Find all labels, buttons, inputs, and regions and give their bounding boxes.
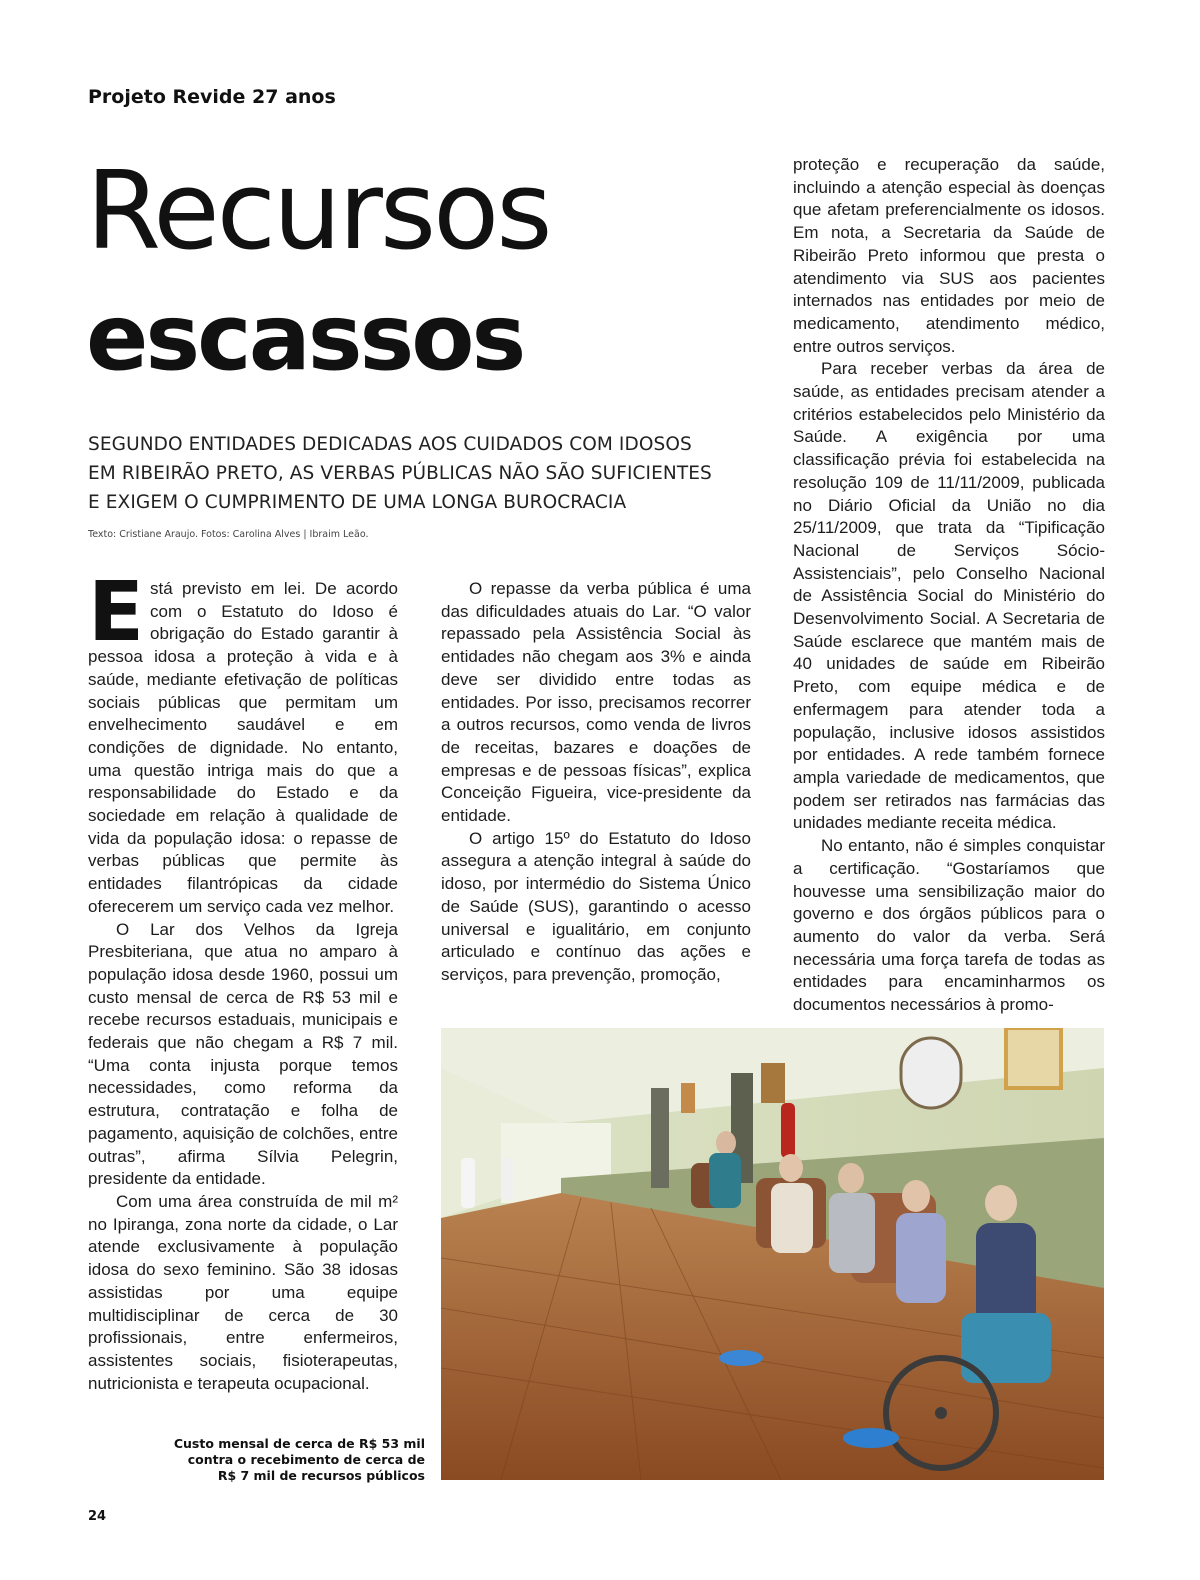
subtitle-line: E EXIGEM O CUMPRIMENTO DE UMA LONGA BUROCRACIA [88,492,627,513]
paragraph: proteção e recuperação da saúde, incluindo a atenção especial às doenças que afetam preferencialmente os idosos. Em nota, a Secretaria da Saúde de Ribeirão Preto informou que presta o atendimento via SUS aos pacientes internados nas entidades por meio de medicamento, atendimento médico, entre outros serviços. [793,155,1105,356]
photo-corridor-illustration [441,1028,1104,1480]
credits: Texto: Cristiane Araujo. Fotos: Carolina Alves | Ibraim Leão. [88,529,369,540]
caption-line: R$ 7 mil de recursos públicos [217,1468,425,1483]
page-number: 24 [88,1509,107,1524]
subtitle-line: EM RIBEIRÃO PRETO, AS VERBAS PÚBLICAS NÃO SÃO SUFICIENTES [88,463,712,484]
article-column-3 [793,154,1105,1017]
article-column-2 [441,578,751,987]
paragraph [88,565,398,919]
paragraph: Com uma área construída de mil m² no Ipiranga, zona norte da cidade, o Lar atende exclusivamente à população idosa do sexo feminino. São 38 idosas assistidas por uma equipe multidisciplinar de cerca de 30 profissionais, entre enfermeiros, assistentes sociais, fisioterapeutas, nutricionista e terapeuta ocupacional. [88,1191,398,1393]
caption-line: contra o recebimento de cerca de [187,1452,425,1467]
article-column-1 [88,565,398,1395]
article-photo [441,1028,1104,1480]
headline-line-1: Recursos [86,149,550,274]
paragraph: O repasse da verba pública é uma das dificuldades atuais do Lar. “O valor repassado pela Assistência Social às entidades não chegam aos 3% e ainda deve ser dividido entre todas as entidades. Por isso, precisamos recorrer a outros recursos, como venda de livros de receitas, bazares e doações de empresas e de pessoas físicas”, explica Conceição Figueira, vice-presidente da entidade. [441,579,751,826]
caption-line: Custo mensal de cerca de R$ 53 mil [173,1436,425,1451]
paragraph: O Lar dos Velhos da Igreja Presbiteriana, que atua no amparo à população idosa desde 1960, possui um custo mensal de cerca de R$ 53 mil e recebe recursos estaduais, municipais e federais que não chegam a R$ 7 mil. “Uma conta injusta porque temos necessidades, como reforma da estrutura, contratação e folha de pagamento, aquisição de colchões, entre outras”, afirma Sílvia Pelegrin, presidente da entidade. [88,919,398,1189]
headline-line-2: escassos [86,284,524,391]
subtitle [88,430,748,517]
section-kicker: Projeto Revide 27 anos [88,86,336,108]
paragraph: Para receber verbas da área de saúde, as entidades precisam atender a critérios estabelecidos pelo Ministério da Saúde. A exigência por uma classificação prévia foi estabelecida na resolução 109 de 11/11/2009, publicada no Diário Oficial da União no dia 25/11/2009, que trata da “Tipificação Nacional de Serviços Sócio-Assistenciais”, pelo Conselho Nacional de Assistência Social do Ministério do Desenvolvimento Social. A Secretaria de Saúde esclarece que mantém mais de 40 unidades de saúde em Ribeirão Preto, com equipe médica e de enfermagem para atender toda a população, inclusive idosos assistidos por entidades. A rede também fornece ampla variedade de medicamentos, que podem ser retirados nas farmácias das unidades mediante receita médica. [793,359,1105,833]
photo-caption [150,1436,425,1484]
paragraph: O artigo 15º do Estatuto do Idoso assegura a atenção integral à saúde do idoso, por intermédio do Sistema Único de Saúde (SUS), garantindo o acesso universal e igualitário, em conjunto articulado e contínuo das ações e serviços, para prevenção, promoção, [441,828,751,984]
subtitle-line: SEGUNDO ENTIDADES DEDICADAS AOS CUIDADOS COM IDOSOS [88,434,692,455]
paragraph-text: stá previsto em lei. De acordo com o Estatuto do Idoso é obrigação do Estado garantir à pessoa idosa a proteção à vida e à saúde, mediante efetivação de políticas sociais públicas que permitam um envelhecimento saudável e em condições de dignidade. No entanto, uma questão intriga mais do que a responsabilidade do Estado e da sociedade em relação à qualidade de vida da população idosa: o repasse de verbas públicas que permite às entidades filantrópicas da cidade oferecerem um serviço cada vez melhor. [88,579,398,916]
drop-cap: E [88,565,145,660]
paragraph: No entanto, não é simples conquistar a certificação. “Gostaríamos que houvesse uma sensibilização maior do governo e dos órgãos públicos para o aumento do valor da verba. Será necessária uma força tarefa de todas as entidades para encaminharmos os documentos necessários à promo- [793,836,1105,1015]
